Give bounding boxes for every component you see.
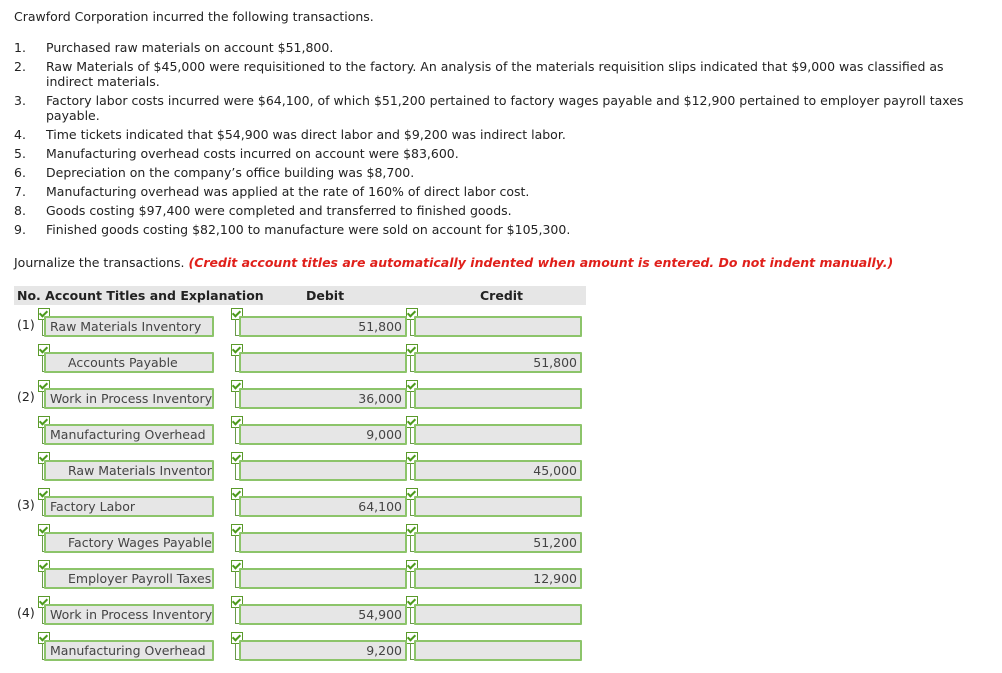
- transaction-item: [14, 93, 984, 123]
- account-title-field[interactable]: Factory Labor: [44, 496, 214, 517]
- transaction-text: Finished goods costing $82,100 to manufacture were sold on account for $105,300.: [46, 222, 571, 237]
- transaction-item: [14, 59, 984, 89]
- credit-amount-field[interactable]: [414, 604, 582, 625]
- transaction-number: 2.: [14, 59, 26, 74]
- account-title-field[interactable]: Factory Wages Payable: [44, 532, 214, 553]
- debit-amount-field[interactable]: [239, 352, 407, 373]
- transaction-item: [14, 222, 984, 237]
- account-title-field[interactable]: Raw Materials Inventory: [44, 316, 214, 337]
- header-account-titles: No. Account Titles and Explanation: [17, 288, 264, 303]
- journal-table-header: [14, 286, 586, 305]
- credit-amount-field[interactable]: [414, 496, 582, 517]
- debit-amount-field[interactable]: [239, 568, 407, 589]
- instruction-note: (Credit account titles are automatically indented when amount is entered. Do not indent manually.): [188, 255, 894, 270]
- transaction-text: Purchased raw materials on account $51,800.: [46, 40, 334, 55]
- debit-amount-field[interactable]: [239, 532, 407, 553]
- debit-amount-field[interactable]: 9,200: [239, 640, 407, 661]
- journal-row: [0, 565, 600, 601]
- transaction-item: [14, 165, 984, 180]
- journal-row: [0, 421, 600, 457]
- transaction-number: 9.: [14, 222, 26, 237]
- account-title-field[interactable]: Manufacturing Overhead: [44, 640, 214, 661]
- debit-amount-field[interactable]: 64,100: [239, 496, 407, 517]
- credit-amount-field[interactable]: 45,000: [414, 460, 582, 481]
- transaction-number: 8.: [14, 203, 26, 218]
- credit-amount-field[interactable]: 12,900: [414, 568, 582, 589]
- transaction-item: [14, 203, 984, 218]
- transaction-text: Manufacturing overhead costs incurred on account were $83,600.: [46, 146, 459, 161]
- transaction-list: [14, 40, 984, 241]
- problem-intro: Crawford Corporation incurred the following transactions.: [14, 9, 374, 24]
- transaction-number: 6.: [14, 165, 26, 180]
- entry-number: (3): [17, 497, 35, 512]
- transaction-item: [14, 146, 984, 161]
- transaction-text: Raw Materials of $45,000 were requisitioned to the factory. An analysis of the materials requisition slips indicated that $9,000 was classified as indirect materials.: [46, 59, 944, 89]
- transaction-item: [14, 184, 984, 199]
- account-title-field[interactable]: Manufacturing Overhead: [44, 424, 214, 445]
- transaction-text: Goods costing $97,400 were completed and transferred to finished goods.: [46, 203, 512, 218]
- debit-amount-field[interactable]: 54,900: [239, 604, 407, 625]
- account-title-field[interactable]: Raw Materials Inventor: [44, 460, 214, 481]
- account-title-field[interactable]: Work in Process Inventory: [44, 388, 214, 409]
- account-title-field[interactable]: Employer Payroll Taxes: [44, 568, 214, 589]
- transaction-text: Time tickets indicated that $54,900 was direct labor and $9,200 was indirect labor.: [46, 127, 566, 142]
- instruction-text: Journalize the transactions.: [14, 255, 189, 270]
- journal-row: [0, 349, 600, 385]
- debit-amount-field[interactable]: 36,000: [239, 388, 407, 409]
- journal-row: [0, 529, 600, 565]
- credit-amount-field[interactable]: [414, 316, 582, 337]
- debit-amount-field[interactable]: [239, 460, 407, 481]
- entry-number: (1): [17, 317, 35, 332]
- account-title-field[interactable]: Accounts Payable: [44, 352, 214, 373]
- transaction-text: Manufacturing overhead was applied at the rate of 160% of direct labor cost.: [46, 184, 530, 199]
- credit-amount-field[interactable]: 51,200: [414, 532, 582, 553]
- journal-row: [0, 457, 600, 493]
- journal-row: [0, 601, 600, 637]
- credit-amount-field[interactable]: [414, 424, 582, 445]
- transaction-number: 7.: [14, 184, 26, 199]
- journal-row: [0, 385, 600, 421]
- header-debit: Debit: [306, 288, 345, 303]
- journal-row: [0, 637, 600, 673]
- debit-amount-field[interactable]: 51,800: [239, 316, 407, 337]
- transaction-number: 4.: [14, 127, 26, 142]
- transaction-item: [14, 127, 984, 142]
- debit-amount-field[interactable]: 9,000: [239, 424, 407, 445]
- transaction-number: 3.: [14, 93, 26, 108]
- entry-number: (2): [17, 389, 35, 404]
- instructions: [14, 255, 893, 270]
- credit-amount-field[interactable]: [414, 640, 582, 661]
- transaction-number: 5.: [14, 146, 26, 161]
- transaction-text: Depreciation on the company’s office building was $8,700.: [46, 165, 415, 180]
- journal-row: [0, 493, 600, 529]
- credit-amount-field[interactable]: 51,800: [414, 352, 582, 373]
- credit-amount-field[interactable]: [414, 388, 582, 409]
- transaction-item: [14, 40, 984, 55]
- account-title-field[interactable]: Work in Process Inventory: [44, 604, 214, 625]
- journal-row: [0, 313, 600, 349]
- header-credit: Credit: [480, 288, 524, 303]
- transaction-text: Factory labor costs incurred were $64,100, of which $51,200 pertained to factory wages payable and $12,900 pertained to employer payroll taxes payable.: [46, 93, 964, 123]
- entry-number: (4): [17, 605, 35, 620]
- transaction-number: 1.: [14, 40, 26, 55]
